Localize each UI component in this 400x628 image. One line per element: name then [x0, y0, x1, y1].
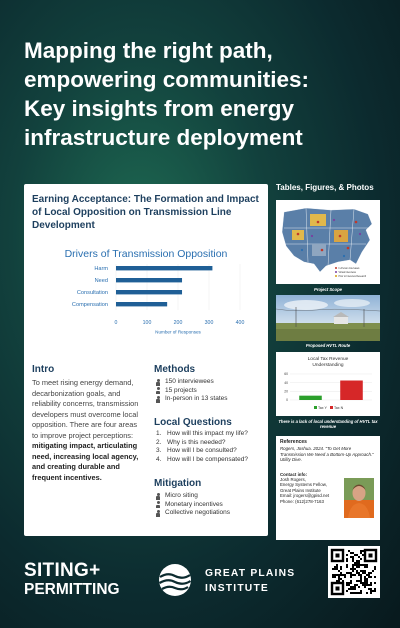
qr-module — [362, 572, 364, 574]
qr-module — [364, 570, 366, 572]
qr-module — [352, 556, 354, 558]
question-text: How will this impact my life? — [167, 430, 248, 437]
route-photo — [276, 295, 380, 341]
qr-module — [356, 554, 358, 556]
tax-legend-swatch — [330, 406, 333, 409]
tax-bar — [340, 381, 363, 401]
title-line: Key insights from energy — [24, 96, 295, 121]
person-icon — [156, 396, 160, 403]
qr-module — [358, 572, 360, 574]
qr-code[interactable] — [328, 546, 380, 598]
qr-module — [348, 584, 350, 586]
qr-module — [370, 592, 372, 594]
question-item — [156, 447, 248, 456]
chart-category-label: Need — [94, 277, 108, 284]
methods-item-label: 150 interviewees — [165, 378, 214, 385]
qr-module — [346, 566, 348, 568]
mitigation-heading: Mitigation — [154, 478, 202, 489]
qr-module — [374, 568, 376, 570]
qr-module — [362, 570, 364, 572]
qr-module — [336, 580, 338, 582]
qr-module — [364, 566, 366, 568]
qr-module — [362, 582, 364, 584]
methods-list — [156, 378, 228, 404]
qr-module — [362, 564, 364, 566]
qr-module — [354, 588, 356, 590]
chart-category-labels — [72, 266, 108, 308]
siting-permitting-logo — [24, 561, 120, 598]
qr-module — [364, 582, 366, 584]
qr-module — [366, 582, 368, 584]
main-card — [24, 184, 268, 536]
qr-module — [346, 590, 348, 592]
qr-module — [374, 582, 376, 584]
qr-module — [338, 576, 340, 578]
qr-module — [348, 582, 350, 584]
mitigation-item — [156, 492, 230, 501]
person-icon — [156, 493, 160, 500]
chart-bar — [116, 302, 167, 306]
chart-category-label: Harm — [94, 265, 108, 272]
qr-module — [354, 592, 356, 594]
qr-module — [362, 584, 364, 586]
qr-module — [374, 590, 376, 592]
qr-module — [352, 566, 354, 568]
question-text: Why is this needed? — [167, 438, 226, 446]
qr-module — [364, 576, 366, 578]
tax-chart-title-line: Local Tax Revenue — [307, 357, 349, 362]
chart-x-axis-label: Number of Responses — [155, 329, 201, 335]
mitigation-item — [156, 501, 230, 510]
qr-module — [352, 568, 354, 570]
qr-module — [362, 554, 364, 556]
qr-module — [366, 592, 368, 594]
qr-module — [350, 586, 352, 588]
gpi-logo-mark — [156, 563, 194, 597]
tax-chart-figure — [276, 352, 380, 416]
intro-text — [32, 378, 142, 483]
qr-module — [354, 574, 356, 576]
qr-module — [360, 582, 362, 584]
qr-module — [352, 586, 354, 588]
qr-module — [340, 574, 342, 576]
question-number: 4. — [156, 455, 162, 463]
tax-legend-label: Tax N — [334, 405, 344, 410]
qr-module — [346, 564, 348, 566]
qr-module — [368, 588, 370, 590]
gpi-logo-line: GREAT PLAINS — [205, 568, 296, 579]
qr-module — [364, 564, 366, 566]
qr-module — [352, 588, 354, 590]
qr-module — [356, 572, 358, 574]
headshot-photo — [344, 478, 374, 518]
qr-module — [370, 572, 372, 574]
us-map-image — [276, 200, 380, 284]
references-box — [276, 436, 380, 540]
contact-line: Email: jrogers@gpisd.net — [280, 493, 330, 499]
tax-chart-bars — [299, 381, 363, 401]
tax-chart-legend — [314, 406, 344, 410]
qr-module — [366, 566, 368, 568]
qr-module — [360, 580, 362, 582]
qr-module — [356, 564, 358, 566]
intro-heading: Intro — [32, 364, 55, 375]
tax-legend-label: Tax Y — [318, 405, 327, 410]
tax-revenue-chart — [276, 352, 380, 416]
mitigation-list — [156, 492, 230, 518]
qr-module — [366, 584, 368, 586]
qr-module — [370, 576, 372, 578]
qr-module — [332, 568, 334, 570]
title-line: Mapping the right path, — [24, 38, 273, 63]
tax-tick-label: 40 — [284, 380, 288, 385]
qr-module — [352, 552, 354, 554]
qr-module — [358, 574, 360, 576]
poster-title — [24, 36, 384, 152]
qr-module — [346, 582, 348, 584]
qr-module — [346, 558, 348, 560]
qr-module — [356, 584, 358, 586]
title-line: empowering communities: — [24, 67, 310, 92]
question-number: 1. — [156, 430, 162, 437]
qr-module — [360, 590, 362, 592]
qr-module — [332, 576, 334, 578]
qr-module — [360, 550, 362, 552]
qr-module — [358, 564, 360, 566]
qr-module — [336, 568, 338, 570]
chart-tick-label: 400 — [235, 320, 245, 326]
references-heading: References — [280, 439, 307, 445]
photo-caption: Proposed HVTL Route — [305, 343, 351, 348]
qr-module — [334, 576, 336, 578]
permitting-logo-text: PERMITTING — [24, 581, 120, 598]
chart-bar — [116, 266, 212, 270]
contact-details — [280, 477, 338, 504]
map-legend-label: In-Person Interviews — [338, 267, 360, 270]
qr-module — [354, 562, 356, 564]
qr-module — [346, 584, 348, 586]
qr-module — [358, 556, 360, 558]
qr-module — [340, 578, 342, 580]
qr-module — [374, 588, 376, 590]
qr-module — [352, 592, 354, 594]
qr-module — [346, 554, 348, 556]
qr-module — [360, 570, 362, 572]
qr-module — [370, 584, 372, 586]
map-caption: Project Scope — [314, 287, 342, 292]
qr-module — [360, 558, 362, 560]
qr-module — [356, 560, 358, 562]
tax-legend-swatch — [314, 406, 317, 409]
qr-module — [340, 572, 342, 574]
references-citation: Rogers, Joshua. 2024. "To Get More Transmission We Need a Bottom-Up Approach." Utility Dive. — [280, 446, 374, 463]
qr-module — [354, 564, 356, 566]
qr-module — [338, 578, 340, 580]
qr-module — [358, 566, 360, 568]
qr-module — [350, 556, 352, 558]
qr-module — [352, 564, 354, 566]
opposition-bar-chart — [24, 260, 268, 340]
qr-module — [350, 568, 352, 570]
gpi-logo-text — [205, 567, 295, 596]
qr-module — [358, 592, 360, 594]
qr-module — [352, 570, 354, 572]
qr-module — [344, 574, 346, 576]
chart-category-label: Compensation — [71, 301, 108, 308]
sidebar-heading: Tables, Figures, & Photos — [276, 183, 374, 192]
qr-module — [348, 550, 350, 552]
qr-module — [334, 568, 336, 570]
methods-item-label: 15 projects — [165, 386, 197, 394]
chart-bar — [116, 278, 182, 282]
contact-line: Josh Rogers, — [280, 477, 306, 483]
qr-module — [354, 568, 356, 570]
qr-module — [360, 576, 362, 578]
qr-module — [350, 576, 352, 578]
methods-item — [156, 378, 228, 387]
qr-module — [350, 580, 352, 582]
person-icon — [156, 510, 160, 517]
gpi-logo-line: INSTITUTE — [205, 582, 269, 594]
contact-line: Phone: (612)278-7163 — [280, 498, 324, 504]
qr-module — [366, 578, 368, 580]
qr-module — [364, 572, 366, 574]
chart-tick-label: 300 — [204, 320, 214, 326]
methods-item — [156, 387, 228, 396]
qr-module — [352, 558, 354, 560]
qr-module — [360, 578, 362, 580]
qr-module — [360, 592, 362, 594]
chart-title: Drivers of Transmission Opposition — [64, 248, 228, 260]
question-number: 3. — [156, 447, 162, 455]
chart-bar — [116, 290, 182, 294]
person-icon — [156, 379, 160, 386]
qr-module — [338, 570, 340, 572]
chart-bars — [116, 266, 212, 306]
question-text: How will I be compensated? — [167, 455, 248, 463]
qr-module — [352, 574, 354, 576]
qr-module — [356, 562, 358, 564]
qr-module — [342, 574, 344, 576]
qr-module — [340, 568, 342, 570]
tax-bar — [299, 396, 322, 400]
scan-text: Scan here to learn more — [306, 536, 369, 542]
methods-heading: Methods — [154, 364, 196, 375]
qr-module — [358, 562, 360, 564]
tax-tick-label: 0 — [286, 398, 288, 403]
qr-module — [342, 580, 344, 582]
question-item — [156, 430, 248, 439]
chart-tick-labels — [115, 320, 245, 326]
qr-module — [352, 560, 354, 562]
qr-module — [364, 584, 366, 586]
qr-module — [346, 560, 348, 562]
qr-module — [368, 576, 370, 578]
mitigation-item-label: Monetary incentives — [165, 500, 223, 508]
qr-module — [334, 574, 336, 576]
local-questions-list — [156, 430, 248, 464]
contact-line: Energy Systems Fellow, — [280, 482, 327, 488]
qr-module — [350, 574, 352, 576]
qr-module — [356, 592, 358, 594]
methods-item-label: In-person in 13 states — [165, 395, 228, 403]
qr-module — [366, 574, 368, 576]
chart-tick-label: 200 — [173, 320, 183, 326]
qr-module — [360, 574, 362, 576]
qr-module — [356, 566, 358, 568]
qr-module — [332, 574, 334, 576]
map-legend-label: Prior to Interview Research — [338, 275, 367, 278]
qr-module — [354, 584, 356, 586]
qr-module — [370, 590, 372, 592]
question-item — [156, 439, 248, 448]
qr-module — [364, 578, 366, 580]
qr-module — [336, 574, 338, 576]
qr-module — [350, 552, 352, 554]
chart-tick-label: 0 — [114, 320, 118, 326]
chart-tick-label: 100 — [142, 320, 152, 326]
qr-module — [350, 592, 352, 594]
qr-module — [340, 566, 342, 568]
person-icon — [156, 387, 160, 394]
qr-module — [364, 586, 366, 588]
qr-module — [350, 588, 352, 590]
question-item — [156, 456, 248, 465]
intro-body: To meet rising energy demand, decarbonization goals, and reliability concerns, transmission developers must overcome local opposition. There are four areas to improve project perceptions: — [32, 378, 139, 440]
question-number: 2. — [156, 438, 162, 446]
qr-module — [358, 586, 360, 588]
tax-tick-label: 20 — [284, 389, 288, 394]
qr-module — [368, 572, 370, 574]
qr-module — [338, 574, 340, 576]
title-line: infrastructure deployment — [24, 125, 303, 150]
qr-module — [346, 572, 348, 574]
tax-chart-title — [308, 356, 349, 368]
qr-module — [338, 580, 340, 582]
qr-module — [374, 566, 376, 568]
intro-highlight: mitigating impact, articulating need, increasing local agency, and creating durable and frequent incentives. — [32, 441, 139, 482]
chart-category-label: Consultation — [76, 289, 108, 296]
qr-module — [370, 582, 372, 584]
qr-module — [356, 580, 358, 582]
qr-module — [368, 584, 370, 586]
tax-chart-title-line: Understanding — [312, 363, 344, 368]
tax-caption: There is a lack of local understanding of HVTL tax revenue — [278, 419, 378, 429]
question-text: How will I be consulted? — [167, 447, 237, 455]
qr-module — [358, 580, 360, 582]
qr-module — [364, 580, 366, 582]
siting-logo-text: SITING+ — [24, 560, 101, 581]
qr-module — [336, 564, 338, 566]
qr-module — [362, 550, 364, 552]
qr-module — [366, 564, 368, 566]
mitigation-item-label: Micro siting — [165, 492, 198, 499]
qr-module — [348, 572, 350, 574]
qr-module — [344, 576, 346, 578]
paper-title: Earning Acceptance: The Formation and Impact of Local Opposition on Transmission Line Development — [32, 194, 259, 231]
qr-module — [358, 560, 360, 562]
qr-module — [350, 572, 352, 574]
qr-module — [372, 590, 374, 592]
map-legend-label: Virtual Interviews — [338, 271, 356, 274]
qr-module — [360, 564, 362, 566]
tax-tick-label: 60 — [284, 372, 288, 377]
qr-module — [354, 586, 356, 588]
qr-module — [334, 566, 336, 568]
qr-module — [350, 582, 352, 584]
route-photo-image — [276, 295, 380, 341]
mitigation-item-label: Collective negotiations — [165, 509, 231, 517]
local-questions-heading: Local Questions — [154, 417, 232, 428]
qr-module — [354, 554, 356, 556]
methods-item — [156, 395, 228, 404]
contact-line: Great Plains Institute — [280, 487, 321, 493]
qr-module — [366, 580, 368, 582]
qr-module — [360, 552, 362, 554]
contact-heading: Contact info: — [280, 471, 308, 477]
qr-module — [374, 576, 376, 578]
qr-module — [368, 574, 370, 576]
qr-module — [372, 570, 374, 572]
qr-module — [348, 588, 350, 590]
qr-module — [356, 570, 358, 572]
qr-module — [336, 566, 338, 568]
qr-module — [370, 588, 372, 590]
person-icon — [156, 501, 160, 508]
mitigation-item — [156, 509, 230, 518]
us-map-figure — [276, 200, 380, 284]
